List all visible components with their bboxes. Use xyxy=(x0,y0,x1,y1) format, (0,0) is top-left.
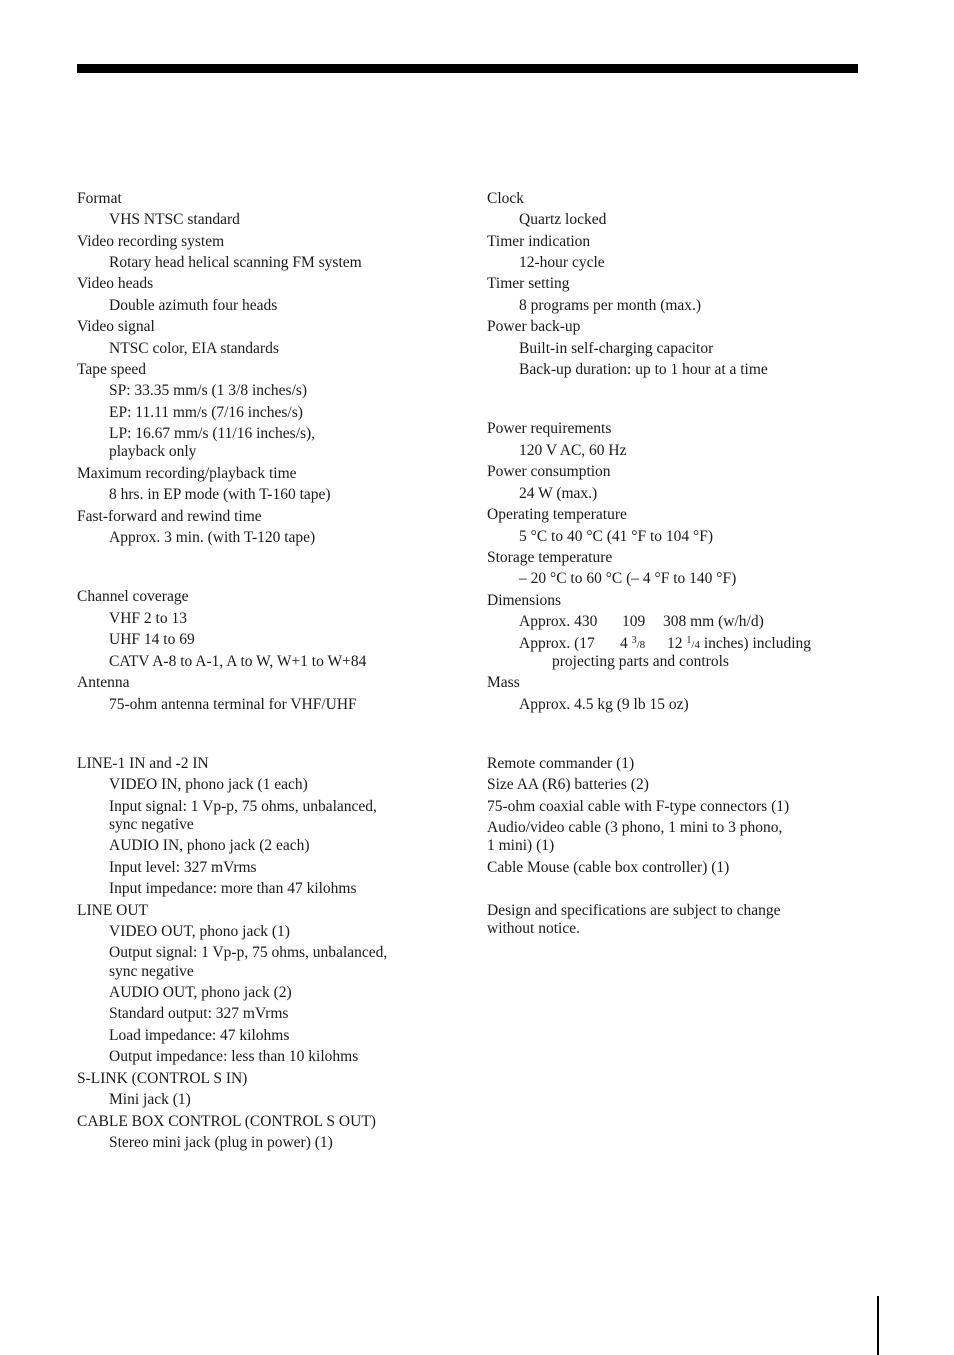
spec-label-video-heads: Video heads xyxy=(77,275,154,292)
spec-value-dimensions-mm-c: 308 mm (w/h/d) xyxy=(663,613,764,630)
spec-value-video-in: VIDEO IN, phono jack (1 each) xyxy=(109,776,308,793)
spec-value-standard-output: Standard output: 327 mVrms xyxy=(109,1005,289,1022)
spec-label-ff-rewind-time: Fast-forward and rewind time xyxy=(77,508,262,525)
top-rule xyxy=(77,64,858,73)
spec-value-load-impedance: Load impedance: 47 kilohms xyxy=(109,1027,290,1044)
accessory-item: Audio/video cable (3 phono, 1 mini to 3 phono, xyxy=(487,819,783,836)
spec-value-dimensions-note: projecting parts and controls xyxy=(552,653,729,670)
spec-label-timer-indication: Timer indication xyxy=(487,233,591,250)
accessory-item: 75-ohm coaxial cable with F-type connectors (1) xyxy=(487,798,790,815)
spec-value-output-impedance: Output impedance: less than 10 kilohms xyxy=(109,1048,359,1065)
spec-label-line-in: LINE-1 IN and -2 IN xyxy=(77,755,209,772)
spec-value-timer-setting: 8 programs per month (max.) xyxy=(519,297,702,314)
spec-value-input-signal: Input signal: 1 Vp-p, 75 ohms, unbalanced, xyxy=(109,798,377,815)
spec-label-operating-temperature: Operating temperature xyxy=(487,506,627,523)
spec-value-input-level: Input level: 327 mVrms xyxy=(109,859,257,876)
dims-inch-b-numerator: 3 xyxy=(631,635,637,646)
spec-value-dimensions-mm-a: Approx. 430 xyxy=(519,613,598,630)
spec-value-antenna: 75-ohm antenna terminal for VHF/UHF xyxy=(109,696,357,713)
spec-value-output-signal-cont: sync negative xyxy=(109,963,194,980)
spec-label-channel-coverage: Channel coverage xyxy=(77,588,189,605)
spec-label-clock: Clock xyxy=(487,190,525,207)
spec-value-video-heads: Double azimuth four heads xyxy=(109,297,278,314)
accessory-item: Cable Mouse (cable box controller) (1) xyxy=(487,859,730,876)
spec-value-operating-temperature: 5 °C to 40 °C (41 °F to 104 °F) xyxy=(519,528,714,545)
spec-value-vhf: VHF 2 to 13 xyxy=(109,610,187,627)
spec-value-video-out: VIDEO OUT, phono jack (1) xyxy=(109,923,290,940)
dims-inch-b-whole: 4 xyxy=(620,635,628,652)
accessory-item-cont: 1 mini) (1) xyxy=(487,837,555,854)
spec-value-format: VHS NTSC standard xyxy=(109,211,240,228)
spec-label-timer-setting: Timer setting xyxy=(487,275,570,292)
dims-inch-b-denominator: /8 xyxy=(636,639,646,651)
spec-value-input-signal-cont: sync negative xyxy=(109,816,194,833)
spec-value-output-signal: Output signal: 1 Vp-p, 75 ohms, unbalanced, xyxy=(109,944,388,961)
spec-value-lp: LP: 16.67 mm/s (11/16 inches/s), xyxy=(109,425,316,442)
spec-label-dimensions: Dimensions xyxy=(487,592,562,609)
dims-inch-c-whole: 12 xyxy=(667,635,683,652)
spec-value-power-requirements: 120 V AC, 60 Hz xyxy=(519,442,627,459)
spec-value-sp: SP: 33.35 mm/s (1 3/8 inches/s) xyxy=(109,382,308,399)
spec-label-antenna: Antenna xyxy=(77,674,130,691)
specs-note: Design and specifications are subject to change xyxy=(487,902,781,919)
spec-value-dimensions-inch-a: Approx. (17 xyxy=(519,635,595,652)
spec-value-ep: EP: 11.11 mm/s (7/16 inches/s) xyxy=(109,404,303,421)
spec-label-video-signal: Video signal xyxy=(77,318,155,335)
spec-label-format: Format xyxy=(77,190,122,207)
spec-label-max-recording-time: Maximum recording/playback time xyxy=(77,465,297,482)
spec-value-max-recording-time: 8 hrs. in EP mode (with T-160 tape) xyxy=(109,486,331,503)
accessory-item: Remote commander (1) xyxy=(487,755,635,772)
specs-note-cont: without notice. xyxy=(487,920,580,937)
spec-value-catv: CATV A-8 to A-1, A to W, W+1 to W+84 xyxy=(109,653,367,670)
spec-value-dimensions-inch-c xyxy=(667,635,811,654)
spec-value-clock: Quartz locked xyxy=(519,211,607,228)
dims-inch-c-denominator: /4 xyxy=(691,639,700,651)
spec-value-mass: Approx. 4.5 kg (9 lb 15 oz) xyxy=(519,696,689,713)
spec-value-video-signal: NTSC color, EIA standards xyxy=(109,340,279,357)
spec-value-power-consumption: 24 W (max.) xyxy=(519,485,598,502)
spec-label-power-backup: Power back-up xyxy=(487,318,581,335)
spec-label-line-out: LINE OUT xyxy=(77,902,149,919)
accessory-item: Size AA (R6) batteries (2) xyxy=(487,776,649,793)
spec-value-audio-out: AUDIO OUT, phono jack (2) xyxy=(109,984,292,1001)
spec-label-power-requirements: Power requirements xyxy=(487,420,612,437)
spec-label-power-consumption: Power consumption xyxy=(487,463,611,480)
spec-value-dimensions-inch-b xyxy=(620,635,645,654)
dims-inch-c-numerator: 1 xyxy=(686,635,692,646)
page-edge-mark xyxy=(877,1296,879,1355)
spec-value-input-impedance: Input impedance: more than 47 kilohms xyxy=(109,880,357,897)
spec-value-storage-temperature: – 20 °C to 60 °C (– 4 °F to 140 °F) xyxy=(519,570,737,587)
spec-value-dimensions-mm-b: 109 xyxy=(622,613,646,630)
spec-value-backup-capacitor: Built-in self-charging capacitor xyxy=(519,340,714,357)
spec-value-backup-duration: Back-up duration: up to 1 hour at a time xyxy=(519,361,768,378)
spec-value-lp-note: playback only xyxy=(109,443,197,460)
spec-label-tape-speed: Tape speed xyxy=(77,361,147,378)
spec-value-s-link: Mini jack (1) xyxy=(109,1091,191,1108)
spec-label-s-link: S-LINK (CONTROL S IN) xyxy=(77,1070,248,1087)
dims-inch-c-suffix: inches) including xyxy=(699,635,811,652)
spec-value-cable-box-control: Stereo mini jack (plug in power) (1) xyxy=(109,1134,333,1151)
spec-label-storage-temperature: Storage temperature xyxy=(487,549,613,566)
spec-label-mass: Mass xyxy=(487,674,520,691)
spec-value-ff-rewind-time: Approx. 3 min. (with T-120 tape) xyxy=(109,529,316,546)
spec-value-uhf: UHF 14 to 69 xyxy=(109,631,195,648)
spec-value-video-recording-system: Rotary head helical scanning FM system xyxy=(109,254,362,271)
spec-label-cable-box-control: CABLE BOX CONTROL (CONTROL S OUT) xyxy=(77,1113,376,1130)
spec-value-audio-in: AUDIO IN, phono jack (2 each) xyxy=(109,837,310,854)
spec-label-video-recording-system: Video recording system xyxy=(77,233,225,250)
spec-value-timer-indication: 12-hour cycle xyxy=(519,254,605,271)
